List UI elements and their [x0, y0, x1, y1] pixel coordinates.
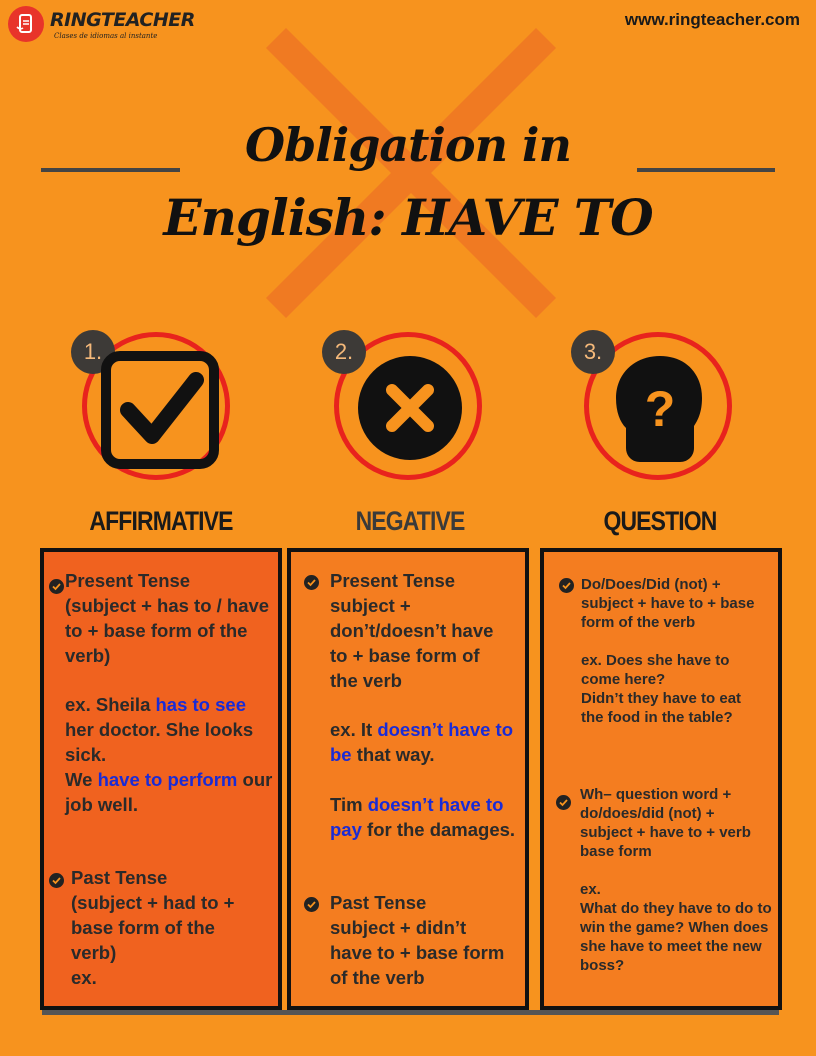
page-title-line1: Obligation in: [245, 118, 571, 172]
svg-text:?: ?: [644, 381, 676, 437]
negative-past-rule: subject + didn’t have to + base form of the verb: [330, 917, 505, 988]
negative-example-1: ex. It doesn’t have to be that way.: [330, 719, 514, 765]
question-structure-2: Wh– question word + do/does/did (not) + subject + have to + verb base form: [580, 786, 751, 860]
check-bullet-icon: [556, 795, 571, 810]
affirmative-past-rule: (subject + had to + base form of the verb): [71, 892, 235, 963]
negative-present-rule: subject + don’t/doesn’t have to + base form of the verb: [330, 595, 494, 691]
checkmark-square-icon: [100, 350, 220, 470]
negative-past-heading: Past Tense: [330, 892, 427, 913]
check-bullet-icon: [304, 897, 319, 912]
label-affirmative: AFFIRMATIVE: [89, 506, 233, 536]
check-bullet-icon: [559, 578, 574, 593]
step-number-3: 3.: [571, 330, 615, 374]
check-bullet-icon: [304, 575, 319, 590]
affirmative-present-heading: Present Tense: [65, 570, 191, 591]
website-url[interactable]: www.ringteacher.com: [624, 10, 800, 29]
affirmative-example-2: We have to perform our job well.: [65, 769, 273, 815]
question-head-icon: [614, 356, 706, 462]
affirmative-example-1: ex. Sheila has to see her doctor. She looks sick.: [65, 694, 254, 765]
x-circle-icon: [358, 356, 462, 460]
check-bullet-icon: [49, 873, 64, 888]
affirmative-past-heading: Past Tense: [71, 867, 168, 888]
label-negative: NEGATIVE: [355, 506, 465, 536]
brand-name: RINGTEACHER: [50, 9, 195, 31]
negative-present-heading: Present Tense: [330, 570, 456, 591]
phone-logo-icon: [8, 6, 44, 42]
step-number-1: 1.: [71, 330, 115, 374]
affirmative-past-example: ex.: [71, 967, 97, 988]
question-structure-1: Do/Does/Did (not) + subject + have to + base form of the verb: [581, 576, 755, 631]
question-example-2: ex. What do they have to do to win the game? When does she have to meet the new boss?: [580, 881, 772, 974]
question-example-1: ex. Does she have to come here? Didn’t they have to eat the food in the table?: [581, 652, 742, 726]
label-question: QUESTION: [603, 506, 717, 536]
step-number-2: 2.: [322, 330, 366, 374]
affirmative-present-rule: (subject + has to / have to + base form of the verb): [65, 595, 270, 666]
background-x-icon: [266, 28, 556, 318]
negative-example-2: Tim doesn’t have to pay for the damages.: [330, 794, 516, 840]
check-bullet-icon: [49, 579, 64, 594]
page-title-line2: English: HAVE TO: [163, 188, 653, 247]
bottom-divider: [42, 1010, 779, 1015]
brand-tagline: Clases de idiomas al instante: [54, 32, 158, 40]
ringteacher-logo: [8, 6, 195, 46]
